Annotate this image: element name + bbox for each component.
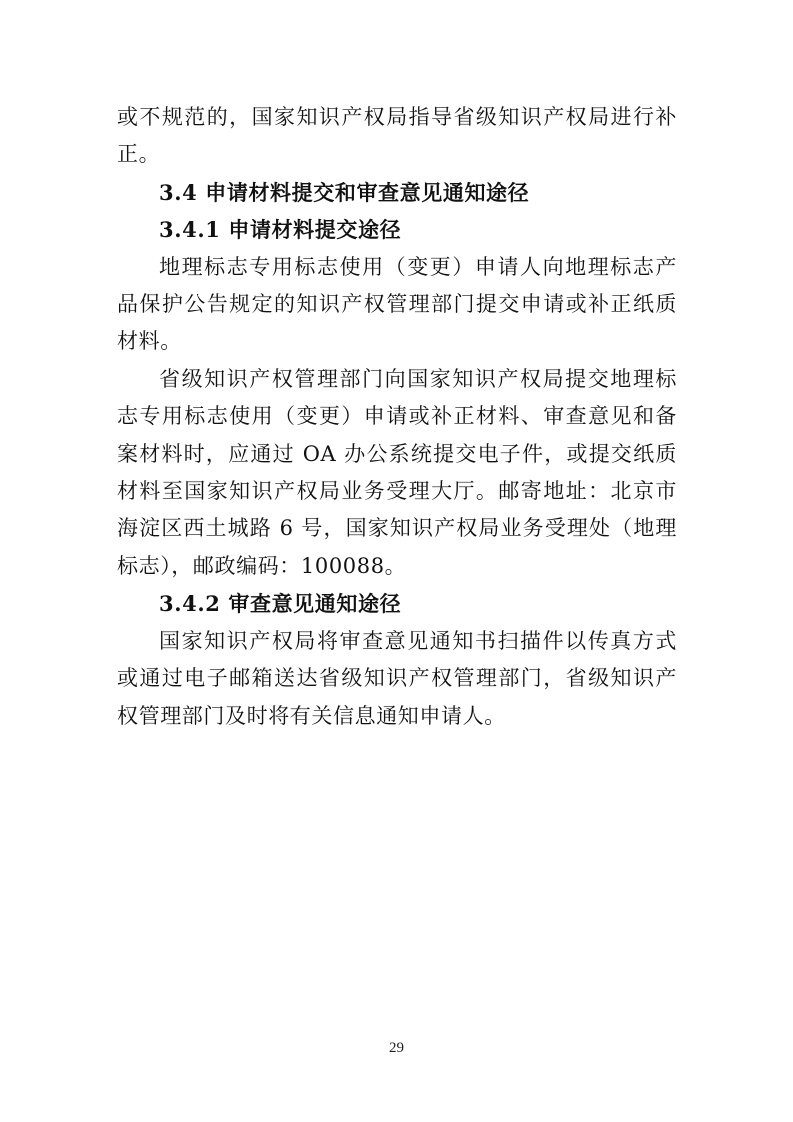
section-heading-3-4: 3.4 申请材料提交和审查意见通知途径 xyxy=(159,179,530,205)
paragraph-notification: 国家知识产权局将审查意见通知书扫描件以传真方式或通过电子邮箱送达省级知识产权管理部门，省级知识产权管理部门及时将有关信息通知申请人。 xyxy=(117,628,677,728)
page-body xyxy=(117,99,677,735)
section-heading-3-4-1: 3.4.1 申请材料提交途径 xyxy=(159,217,402,243)
page-number: 29 xyxy=(389,1040,404,1056)
paragraph-continuation: 或不规范的，国家知识产权局指导省级知识产权局进行补正。 xyxy=(117,105,677,167)
paragraph-provincial-submission: 省级知识产权管理部门向国家知识产权局提交地理标志专用标志使用（变更）申请或补正材料、审查意见和备案材料时，应通过 OA 办公系统提交电子件，或提交纸质材料至国家知识产权局业务受理大厅。邮寄地址：北京市海淀区西土城路 6 号，国家知识产权局业务受理处（地理标志），邮政编码：100088。 xyxy=(117,366,677,578)
paragraph-applicant-submission: 地理标志专用标志使用（变更）申请人向地理标志产品保护公告规定的知识产权管理部门提交申请或补正纸质材料。 xyxy=(117,254,677,354)
section-heading-3-4-2: 3.4.2 审查意见通知途径 xyxy=(159,591,402,617)
